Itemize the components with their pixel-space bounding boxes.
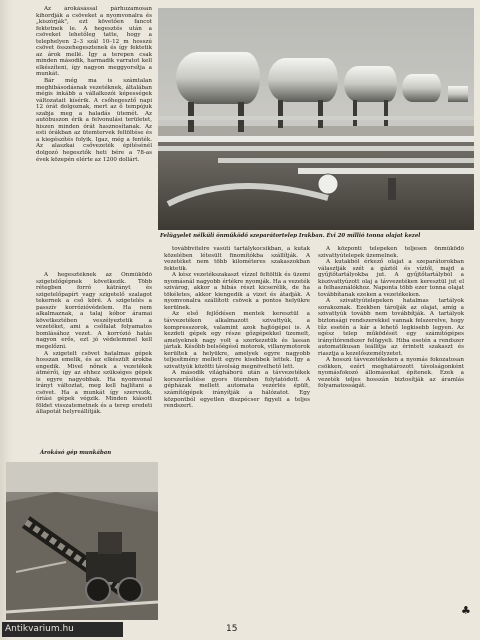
- paragraph: Bár még ma is számtalan meghibásodásnak vezetéknek, általában mégis inkább a vállalkozói képességek változatait kísérik. A csőhegesztő napi 12 órát dolgoznak, mert az ő tempójuk szabja meg a haladás ütemét. Az autóbuszon érik a felvonulási területet, hiszen minden órát hasznosítanak. Az esti órákban az ütemtervek feltöltése és a kiegészítés folyik. Igaz, még a fenték. Az alaszkai csővezeték építésénél dolgozó hegesztők heti bére a 78-as évek közepén elérte az 1200 dollárt.: [36, 78, 152, 163]
- paragraph: A kész vezetékszakaszt vízzel feltöltik és üzemi nyomásnál nagyobb értékre nyomják. Ha a vezeték szivárog, akkor a hibás részt kicserélik, de ha tökéletes, akkor kiengedik a vizet és átadják. A nyomvonalra szállított csövek a pontos helyükre kerülnek.: [164, 272, 310, 311]
- paragraph: A szivattyútelepeken hatalmas tartályok sorakoznak. Ezekben tárolják az olajat, amíg a szivattyúk tovább nem továbbítják. A tartályok biztonsági rendszerekkel vannak felszerelve, hogy tűz esetén a kár a lehető legkisebb legyen. Az egész telep működését egy számítógépes irányítórendszer felügyeli. Hiba esetén a rendszer automatikusan leállítja az érintett szakaszt és riasztja a kezelőszemélyzetet.: [318, 298, 464, 357]
- paragraph: A központi telepeken teljesen önműködő szivattyútelepek üzemelnek.: [318, 246, 464, 259]
- separator-plant-image: [158, 8, 474, 230]
- paragraph: Az árokásással párhuzamosan kihordják a csöveket a nyomvonalra és „kiszórják", ezt követően fancot fektetnek le. A hegesztés után a csöveket lehetőleg tatte, hogy a telephelyen 2–3 szál 10–12 m hosszú csövet összehegesztenek és így fektetik az árok mellé. Így a terepen csak minden második, harmadik varratot kell elkészíteni, így nagyon meggyorsítja a munkát.: [36, 6, 152, 78]
- column-3: [318, 246, 464, 618]
- paragraph: A második világháború után a távvezetékek korszerűsítése gyors ütemben folytatódott. A gépházak mellett automata vezérlés épült, számítógépek irányítják a hálózatot. Egy központból egyetlen diszpécser figyeli a teljes rendszert.: [164, 370, 310, 410]
- paragraph: továbbvitelre vasúti tartálykocsikban, a kutak közelében létesült finomítókba szállítják. A vezetéket nem több kilométeres szakaszokban fektetik.: [164, 246, 310, 272]
- column-2: [164, 246, 310, 618]
- paragraph: A hegesztéknek az Önműködő szigetelőgépnek következik. Több rétegben forró kátrányt és szigetelőpapírt vagy szigetelő szalagot tekernek a cső köré. A szigetelés a passzív korrózióvédelem. Ha nem alkalmaznak, a talaj kóbor áramai következtében veszélyeztetik a vezetéket, ami a csőfalat folyamatos bomlásához vezet. A korrózió hatás nagyon erős, ezt jó védelemmel kell megelőzni.: [36, 272, 152, 351]
- watermark: Antikvarium.hu: [2, 622, 123, 637]
- column-1-top: [36, 6, 152, 269]
- paragraph: Az első fejlődésen mentek keresztül a távvezetéken alkalmazott szivattyúk, a kompresszorok, valamint azok hajtógépei is. A kezdeti gépek egy része gőzgépekkel üzemelt, amelyeknek nagy volt a szerkezetük és lassan jártak. Később belsőégésű motorok, villanymotorok kerültek a helyükre, amelyek egyre nagyobb teljesítmény mellett egyre kisebbek lettek. Így a szivattyúk közötti távolság megnövelhető lett.: [164, 311, 310, 370]
- bottom-photo-caption: Árokásó gép munkában: [40, 450, 112, 456]
- column-1-mid: [36, 272, 152, 444]
- top-photo-caption: Felügyelet nélküli önműködő szeparátortelep Irakban. Évi 20 millió tonna olajat kezel: [160, 233, 421, 239]
- page-number: 15: [226, 624, 238, 634]
- paragraph: A szigetelt csövet hatalmas gépek hosszan emelik, és az elkészült árokba engedik. Mivel nőnek a vezetékek átmérői, így az ehhez szükséges gépek is egyre nagyobbak. Ha nyomvonal irányt változtat, meg kell hajlítani a csövet. Ha a munkát így szervezik, óriási gépek végzik. Minden kiásott földet visszatemetnek és a terep eredeti állapotát helyreállítják.: [36, 350, 152, 416]
- separator-plant-photo: [158, 8, 474, 230]
- paragraph: A kutakból érkező olajat a szeparátorokban választják szét a gáztól és víztől, majd a gyűjtőtartályokba jut. A gyűjtőtartályból a kiszivattyúzott olaj a távvezetéken keresztül jut el a felhasználókhoz. Naponta több ezer tonna olajat továbbítanak ezeken a vezetékeken.: [318, 259, 464, 298]
- trencher-image: [6, 462, 158, 620]
- trencher-photo: [6, 462, 158, 620]
- paragraph: A hosszú távvezetékeken a nyomás fokozatosan csökken, ezért meghatározott távolságonként nyomásfokozó állomásokat építenek. Ezek a vezeték teljes hosszán biztosítják az áramlás folyamatosságát.: [318, 357, 464, 390]
- club-suit-icon: ♣: [461, 604, 471, 617]
